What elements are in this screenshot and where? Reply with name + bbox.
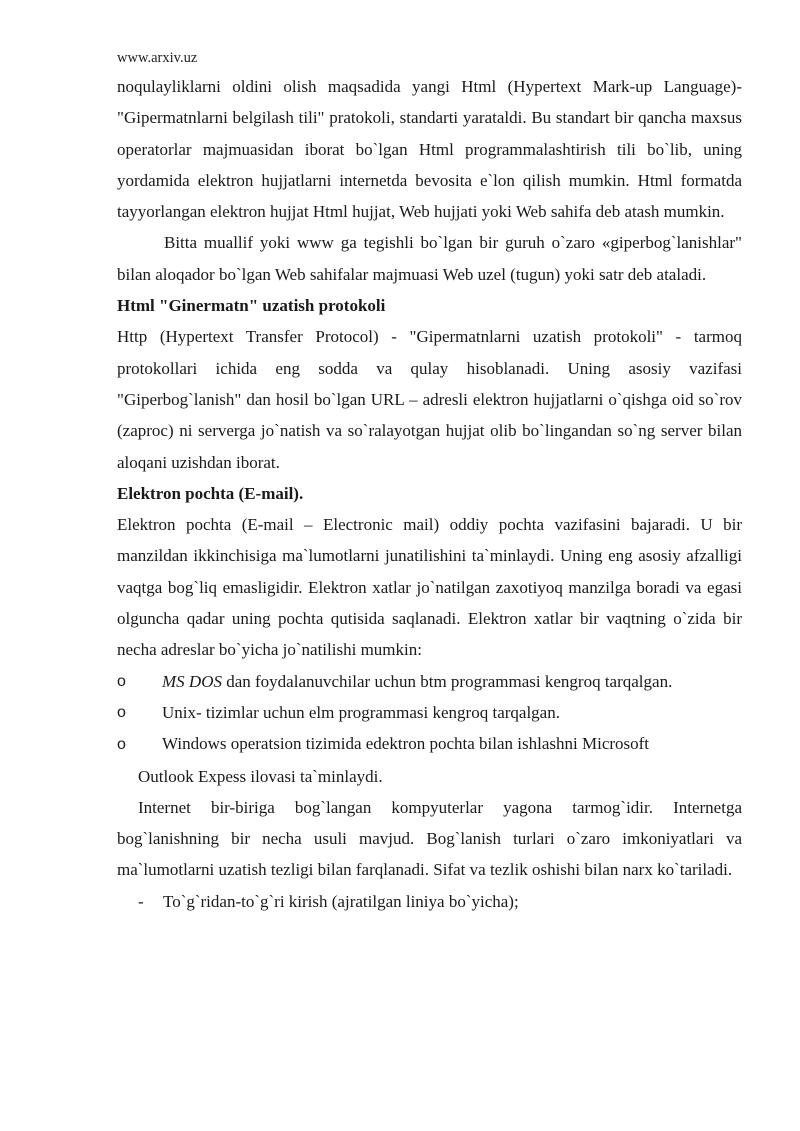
paragraph-html-intro: noqulayliklarni oldini olish maqsadida yangi Html (Hypertext Mark-up Language)- "Gipermatnlarni belgilash tili" pratokoli, standarti yarataldi. Bu standart bir qancha maxsus operatorlar majmuasidan iborat bo`lgan Html programmalashtirish tili bo`lib, uning yordamida elektron hujjatlarni internetda bevosita e`lon qilish mumkin. Html formatda tayyorlangan elektron hujjat Html hujjat, Web hujjati yoki Web sahifa deb atash mumkin. <box>117 77 742 222</box>
list-item-ms-dos <box>117 666 742 697</box>
list-item-direct-access <box>117 886 742 917</box>
list-item-ms-dos-text: dan foydalanuvchilar uchun btm programmasi kengroq tarqalgan. <box>221 671 673 691</box>
paragraph-http-description: Http (Hypertext Transfer Protocol) - "Gipermatnlarni uzatish protokoli" - tarmoq protokollari ichida eng sodda va qulay hisoblanadi. Uning asosiy vazifasi "Giperbog`lanish" dan hosil bo`lgan URL – adresli elektron hujjatlarni o`qishga oid so`rov (zaproc) ni serverga jo`natish va so`ralayotgan hujjat olib bo`lingandan so`ng server bilan aloqani uzishdan iborat. <box>117 327 742 472</box>
bullet-marker: o <box>117 703 126 721</box>
heading-email: Elektron pochta (E-mail). <box>117 483 304 503</box>
list-item-direct-access-text: To`g`ridan-to`g`ri kirish (ajratilgan liniya bo`yicha); <box>163 891 519 911</box>
site-url-header: www.arxiv.uz <box>117 50 198 66</box>
paragraph-web-uzel: Bitta muallif yoki www ga tegishli bo`lgan bir guruh o`zaro «giperbog`lanishlar" bilan aloqador bo`lgan Web sahifalar majmuasi Web uzel (tugun) yoki satr deb ataladi. <box>117 233 742 284</box>
dash-marker: - <box>138 891 144 911</box>
list-item-windows <box>117 728 742 792</box>
document-page <box>117 47 742 917</box>
paragraph-email-description: Elektron pochta (E-mail – Electronic mail) oddiy pochta vazifasini bajaradi. U bir manzildan ikkinchisiga ma`lumotlarni junatilishini ta`minlaydi. Uning eng asosiy afzalligi vaqtga bog`liq emasligidir. Elektron xatlar jo`natilgan zaxotiyoq manzilga boradi va egasi olguncha qadar uning pochta qutisida saqlanadi. Elektron xatlar bir vaqtning o`zida bir necha adreslar bo`yicha jo`natilishi mumkin: <box>117 515 742 660</box>
ms-dos-label: MS DOS <box>162 671 222 691</box>
list-item-unix-text: Unix- tizimlar uchun elm programmasi kengroq tarqalgan. <box>162 702 560 722</box>
list-item-windows-line1: Windows operatsion tizimida edektron pochta bilan ishlashni Microsoft <box>162 734 650 754</box>
bullet-marker: o <box>117 672 126 690</box>
paragraph-internet-connection: Internet bir-biriga bog`langan kompyuterlar yagona tarmog`idir. Internetga bog`lanishning bir necha usuli mavjud. Bog`lanish turlari o`zaro imkoniyatlari va ma`lumotlarni uzatish tezligi bilan farqlanadi. Sifat va tezlik oshishi bilan narx ko`tariladi. <box>117 797 742 880</box>
heading-http-protocol: Html "Ginermatn" uzatish protokoli <box>117 296 386 316</box>
list-item-unix <box>117 697 742 728</box>
email-programs-list <box>117 666 742 792</box>
list-item-windows-line2: Outlook Expess ilovasi ta`minlaydi. <box>138 766 383 786</box>
bullet-marker: o <box>117 736 126 754</box>
